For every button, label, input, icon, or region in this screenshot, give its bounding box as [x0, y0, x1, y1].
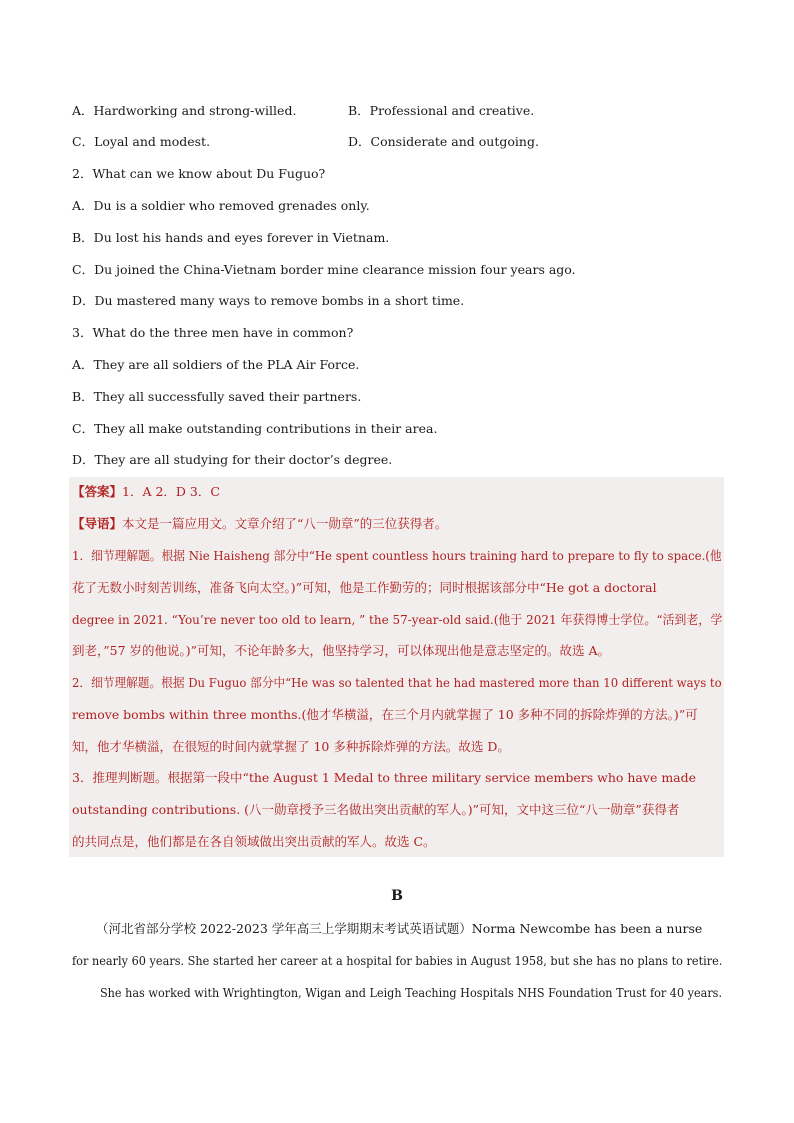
q1-option-b: B．Professional and creative. [348, 103, 535, 118]
guide-line [72, 515, 447, 533]
section-b-para-1-line-2: for nearly 60 years. She started her career at a hospital for babies in August 1958, but she has no plans to retire. [72, 953, 723, 968]
explanation-3-line-2: outstanding contributions. (八一勋章授予三名做出突出贡献的军人。)”可知，文中这三位“八一勋章”获得者 [72, 802, 680, 817]
explanation-2-line-3: 知，他才华横溢，在很短的时间内就掌握了 10 多种拆除炸弹的方法。故选 D。 [72, 739, 510, 754]
q3-option-d: D．They are all studying for their doctor’s degree. [72, 452, 393, 467]
section-b-para-1-line-1: （河北省部分学校 2022-2023 学年高三上学期期末考试英语试题）Norma Newcombe has been a nurse [96, 921, 703, 936]
answer-label: 【答案】 [72, 484, 123, 499]
q3-option-a: A．They are all soldiers of the PLA Air Force. [72, 357, 360, 372]
q2-option-a: A．Du is a soldier who removed grenades only. [72, 198, 370, 213]
q2-option-d: D．Du mastered many ways to remove bombs in a short time. [72, 293, 465, 308]
explanation-2-line-1: 2．细节理解题。根据 Du Fuguo 部分中“He was so talented that he had mastered more than 10 different ways to [72, 675, 722, 690]
answer-line [72, 483, 220, 501]
explanation-1-line-2: 花了无数小时刻苦训练，准备飞向太空。)”可知，他是工作勤劳的；同时根据该部分中“He got a doctoral [72, 580, 657, 595]
section-b-para-2-line-1: She has worked with Wrightington, Wigan and Leigh Teaching Hospitals NHS Foundation Trust for 40 years. [100, 985, 723, 1000]
guide-text: 本文是一篇应用文。文章介绍了“八一勋章”的三位获得者。 [122, 516, 448, 531]
explanation-1-line-1: 1．细节理解题。根据 Nie Haisheng 部分中“He spent countless hours training hard to prepare to fly to space.(他 [72, 548, 722, 563]
explanation-3-line-1: 3．推理判断题。根据第一段中“the August 1 Medal to three military service members who have made [72, 770, 697, 785]
q1-option-d: D．Considerate and outgoing. [348, 134, 539, 149]
q2-stem: 2．What can we know about Du Fuguo? [72, 166, 326, 181]
answer-value: 1．A 2．D 3．C [122, 484, 220, 499]
q2-option-c: C．Du joined the China-Vietnam border mine clearance mission four years ago. [72, 262, 576, 277]
explanation-3-line-3: 的共同点是，他们都是在各自领域做出突出贡献的军人。故选 C。 [72, 834, 436, 849]
q3-option-b: B．They all successfully saved their partners. [72, 389, 362, 404]
q3-stem: 3．What do the three men have in common? [72, 325, 354, 340]
q2-option-b: B．Du lost his hands and eyes forever in Vietnam. [72, 230, 390, 245]
explanation-1-line-3: degree in 2021. “You’re never too old to learn, ” the 57-year-old said.(他于 2021 年获得博士学位。“活到老，学 [72, 612, 723, 627]
answer-explanation-box [69, 477, 724, 857]
q3-option-c: C．They all make outstanding contributions in their area. [72, 421, 438, 436]
section-b-heading: B [391, 888, 403, 904]
q1-option-c: C．Loyal and modest. [72, 134, 211, 149]
explanation-1-line-4: 到老，”57 岁的他说。)”可知，不论年龄多大，他坚持学习，可以体现出他是意志坚定的。故选 A。 [72, 643, 611, 658]
explanation-2-line-2: remove bombs within three months.(他才华横溢，在三个月内就掌握了 10 多种不同的拆除炸弹的方法。)”可 [72, 707, 698, 722]
q1-option-a: A．Hardworking and strong-willed. [72, 103, 297, 118]
guide-label: 【导语】 [72, 516, 123, 531]
